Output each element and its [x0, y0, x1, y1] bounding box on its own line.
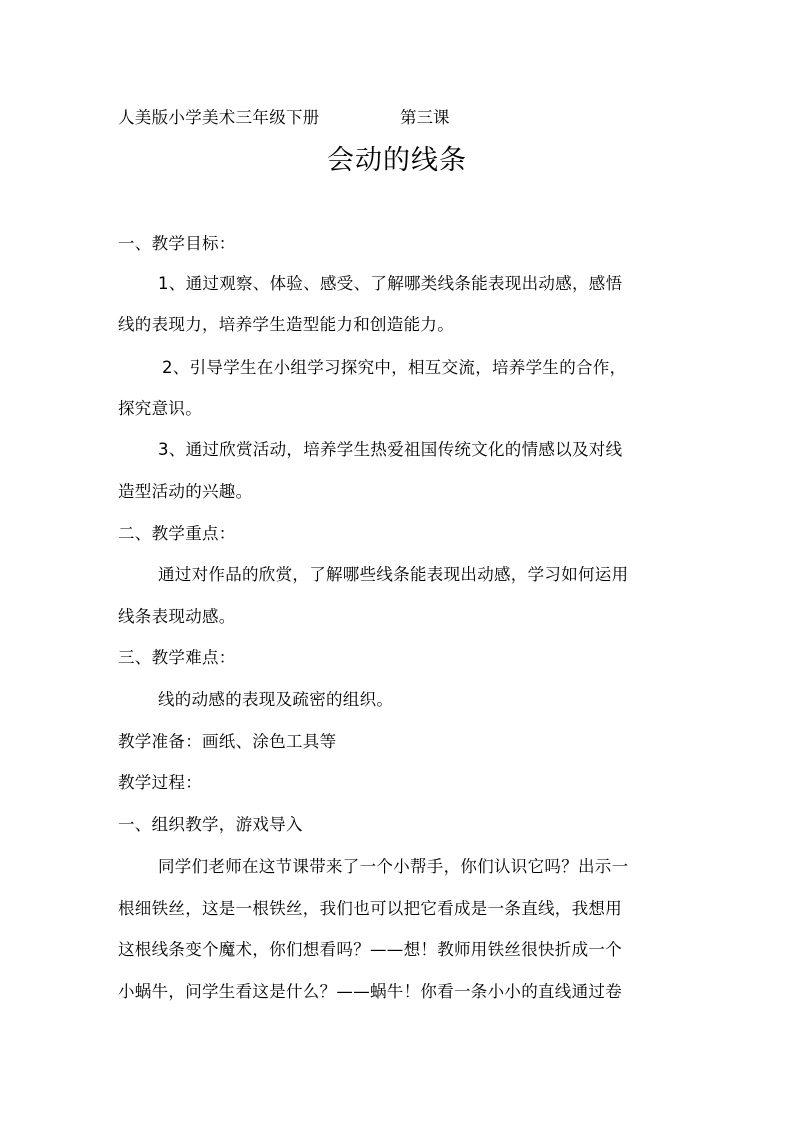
keypoints-line-1: 通过对作品的欣赏，了解哪些线条能表现出动感，学习如何运用 — [158, 565, 629, 584]
step-1-line-4: 小蜗牛，问学生看这是什么？——蜗牛！你看一条小小的直线通过卷 — [118, 982, 622, 1001]
keypoints-line-2: 线条表现动感。 — [118, 607, 236, 626]
header-lesson-number: 第三课 — [400, 108, 450, 127]
objective-2-line-2: 探究意识。 — [118, 399, 202, 418]
page-title: 会动的线条 — [327, 145, 467, 176]
objectives-heading: 一、教学目标： — [118, 234, 236, 253]
objective-1-line-2: 线的表现力，培养学生造型能力和创造能力。 — [118, 315, 454, 334]
process-heading: 教学过程： — [118, 773, 202, 792]
objective-3-line-2: 造型活动的兴趣。 — [118, 482, 253, 501]
step-1-line-1: 同学们老师在这节课带来了一个小帮手，你们认识它吗？出示一 — [158, 857, 629, 876]
difficulties-heading: 三、教学难点： — [118, 648, 236, 667]
keypoints-heading: 二、教学重点： — [118, 524, 236, 543]
step-1-heading: 一、组织教学，游戏导入 — [118, 815, 303, 834]
objective-1-line-1: 1、通过观察、体验、感受、了解哪类线条能表现出动感，感悟 — [158, 274, 623, 293]
objective-3-line-1: 3、通过欣赏活动，培养学生热爱祖国传统文化的情感以及对线 — [158, 440, 623, 459]
step-1-line-3: 这根线条变个魔术，你们想看吗？——想！教师用铁丝很快折成一个 — [118, 940, 622, 959]
header-book-title: 人美版小学美术三年级下册 — [118, 108, 320, 127]
step-1-line-2: 根细铁丝，这是一根铁丝，我们也可以把它看成是一条直线，我想用 — [118, 899, 622, 918]
teaching-preparation: 教学准备：画纸、涂色工具等 — [118, 732, 337, 751]
difficulties-line-1: 线的动感的表现及疏密的组织。 — [158, 690, 394, 709]
objective-2-line-1: 2、引导学生在小组学习探究中，相互交流，培养学生的合作， — [162, 358, 627, 377]
